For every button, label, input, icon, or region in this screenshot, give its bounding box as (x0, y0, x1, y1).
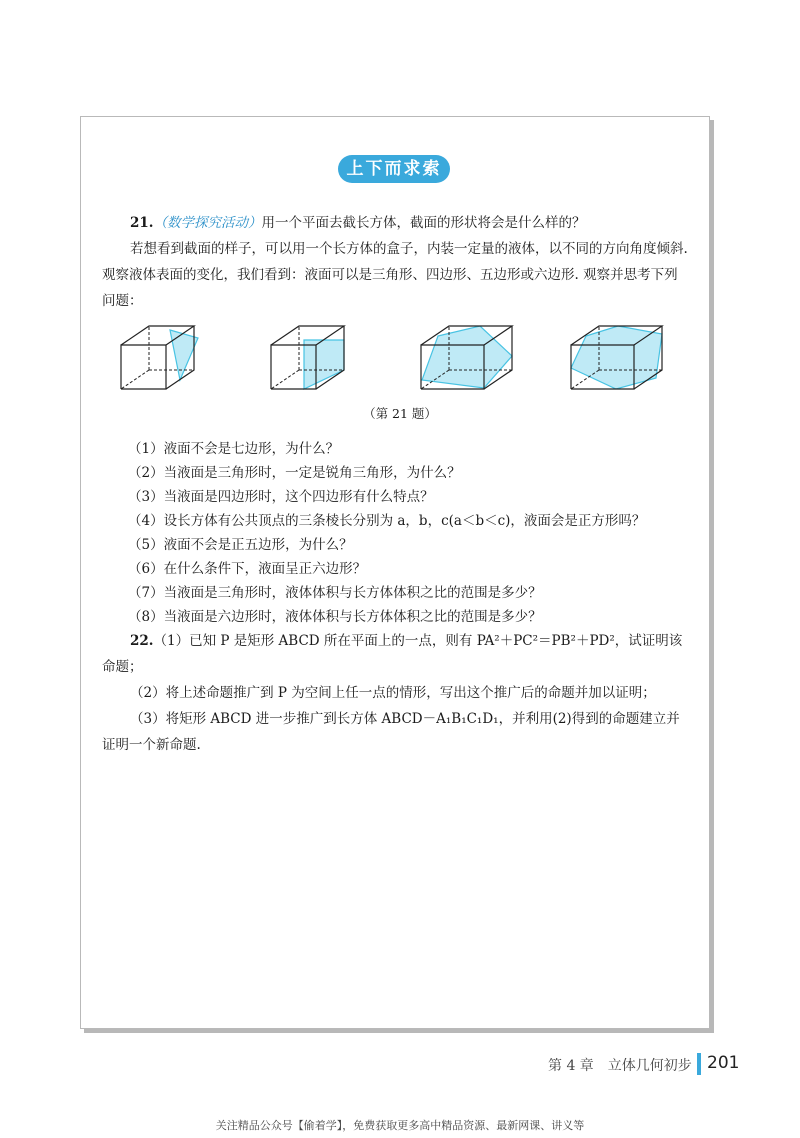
cuboid-quadrilateral-figure (264, 318, 368, 394)
watermark-text: 关注精品公众号【偷着学】，免费获取更多高中精品资源、最新网课、讲义等 (215, 1119, 585, 1132)
problem-22-part-1 (102, 628, 688, 680)
problem-22-part-2: （2）将上述命题推广到 P 为空间上任一点的情形，写出这个推广后的命题并加以证明； (130, 685, 656, 701)
figure-caption: （第 21 题） (363, 406, 437, 421)
problem-22-part-1-text: （1）已知 P 是矩形 ABCD 所在平面上的一点，则有 PA²＋PC²＝PB²＋PD²，试证明该命题； (102, 633, 683, 675)
cuboid-triangle-figure (114, 318, 218, 394)
problem-21-question: 用一个平面去截长方体，截面的形状将会是什么样的？ (261, 215, 586, 231)
question-6: （6）在什么条件下，液面呈正六边形？ (128, 561, 367, 577)
question-2: （2）当液面是三角形时，一定是锐角三角形，为什么？ (128, 465, 461, 481)
problem-21-number: 21. (130, 215, 154, 231)
problem-21-tag: （数学探究活动） (153, 215, 262, 231)
question-1: （1）液面不会是七边形，为什么？ (128, 441, 340, 457)
question-7: （7）当液面是三角形时，液体体积与长方体体积之比的范围是多少？ (128, 585, 542, 601)
problem-22-part-3: （3）将矩形 ABCD 进一步推广到长方体 ABCD－A₁B₁C₁D₁，并利用(2)得到的命题建立并证明一个新命题. (102, 711, 680, 753)
footer-accent-bar (697, 1053, 701, 1075)
question-4: （4）设长方体有公共顶点的三条棱长分别为 a，b，c(a＜b＜c)，液面会是正方形吗？ (128, 513, 646, 529)
problem-22-number: 22. (130, 633, 154, 649)
banner-title: 上下而求索 (346, 159, 442, 179)
question-3: （3）当液面是四边形时，这个四边形有什么特点？ (128, 489, 434, 505)
cuboid-hexagon-figure (564, 318, 668, 394)
question-5: （5）液面不会是正五边形，为什么？ (128, 537, 353, 553)
problem-21-stem (102, 210, 688, 236)
cuboid-pentagon-figure (414, 318, 518, 394)
problem-21-intro: 若想看到截面的样子，可以用一个长方体的盒子，内装一定量的液体，以不同的方向角度倾斜. 观察液体表面的变化，我们看到：液面可以是三角形、四边形、五边形或六边形. 观察并思考下列问题： (102, 241, 688, 309)
page-number: 201 (707, 1053, 740, 1073)
footer-chapter: 第 4 章 立体几何初步 (548, 1058, 692, 1074)
figure-row (114, 318, 674, 398)
question-8: （8）当液面是六边形时，液体体积与长方体体积之比的范围是多少？ (128, 609, 542, 625)
section-banner (338, 155, 450, 183)
